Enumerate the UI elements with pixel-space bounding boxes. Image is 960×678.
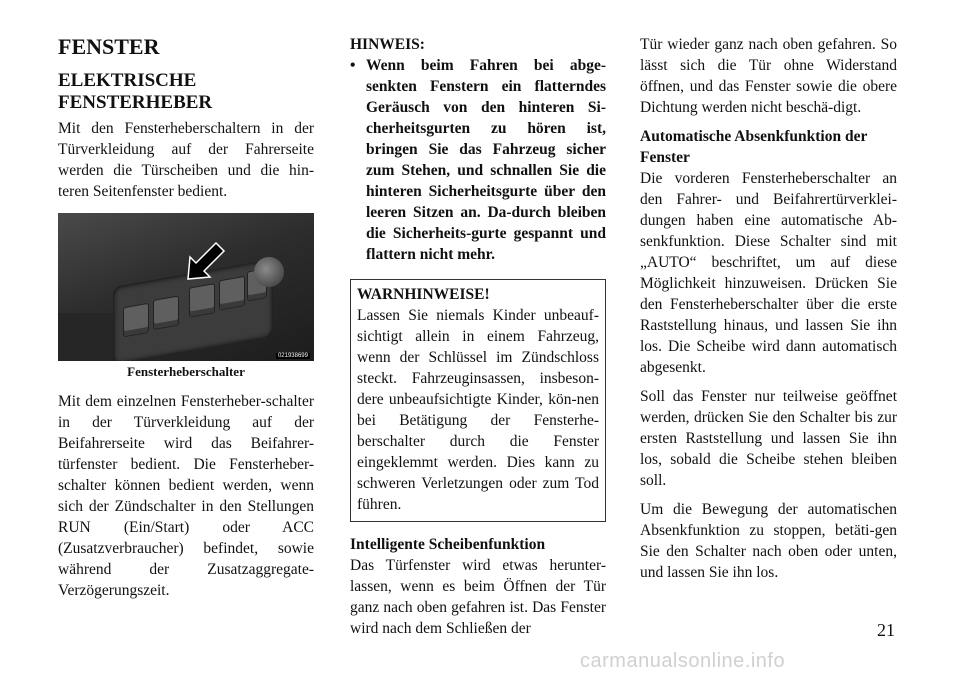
switch-shape <box>219 276 245 311</box>
subsection-title-line2: FENSTERHEBER <box>58 92 213 113</box>
warning-text: Lassen Sie niemals Kinder unbeauf-sichtigt allein in einem Fahrzeug, wenn der Schlüssel im Zündschloss steckt. Fahrzeuginsassen, insbeson-dere unbeaufsichtigte Kinder, kön-nen bei Betätigung der Fensterhe-berschalter durch die Fenster eingeklemmt werden. Dies kann zu schweren Verletzungen oder zum Tod führen. <box>357 307 599 513</box>
smart-window-heading: Intelligente Scheibenfunktion <box>350 536 546 553</box>
column-left <box>58 34 314 601</box>
body-paragraph: Mit dem einzelnen Fensterheber-schalter in der Türverkleidung auf der Beifahrerseite wird das Beifahrer-türfenster bedient. Die Fensterheber-schalter können bedient werden, wenn sich der Zündschalter in den Stellungen RUN (Ein/Start) oder ACC (Zusatzverbraucher) befindet, sowie während der Zusatzaggregate-Verzögerungszeit. <box>58 393 314 599</box>
column-middle <box>350 34 606 639</box>
photo-code: 021938699 <box>277 353 308 359</box>
intro-paragraph: Mit den Fensterheberschaltern in der Türverkleidung auf der Fahrerseite werden die Türscheiben und die hin-teren Seitenfenster bedient. <box>58 120 314 200</box>
switch-shape <box>153 295 179 330</box>
subsection-title <box>58 70 314 114</box>
note-text: Wenn beim Fahren bei abge-senkten Fenstern ein flatterndes Geräusch von den hinteren Si-cherheitsgurten zu hören ist, bringen Sie das Fahrzeug sicher zum Stehen, und schnallen Sie die hinteren Sicherheitsgurte über den leeren Sitzen an. Da-durch bleiben die Sicherheits-gurte gespannt und flattern nicht mehr. <box>366 57 606 263</box>
note-bullet-item <box>350 55 606 265</box>
bullet-glyph: • <box>350 57 356 74</box>
stop-auto-text: Um die Bewegung der automatischen Absenkfunktion zu stoppen, betäti-gen Sie den Schalter nach oben oder unten, und lassen Sie ihn los. <box>640 501 897 581</box>
smart-window-text: Das Türfenster wird etwas herunter-lassen, wenn es beim Öffnen der Tür ganz nach oben gefahren ist. Das Fenster wird nach dem Schließen der <box>350 557 606 637</box>
auto-down-text: Die vorderen Fensterheberschalter an den Fahrer- und Beifahrertürverklei-dungen haben eine automatische Ab-senkfunktion. Diese Schalter sind mit „AUTO“ beschriftet, um auf diese Möglichkeit hinzuweisen. Drücken Sie den Fensterheberschalter über die erste Raststellung hinaus, und lassen Sie ihn los. Die Scheibe wird dann automatisch abgesenkt. <box>640 170 897 376</box>
section-title: FENSTER <box>58 34 160 59</box>
watermark: carmanualsonline.info <box>580 650 786 672</box>
auto-down-heading: Automatische Absenkfunktion der Fenster <box>640 128 868 166</box>
switch-shape <box>123 303 149 338</box>
warning-heading: WARNHINWEISE! <box>357 286 490 303</box>
continued-paragraph: Tür wieder ganz nach oben gefahren. So lässt sich die Tür ohne Widerstand öffnen, und das Fenster sowie die obere Dichtung werden nicht beschä-digt. <box>640 36 897 116</box>
page-number: 21 <box>877 620 895 640</box>
photo-caption: Fensterheberschalter <box>127 364 245 379</box>
warning-box <box>350 279 606 522</box>
pointer-arrow-icon <box>186 241 226 281</box>
note-heading: HINWEIS: <box>350 36 425 53</box>
window-switch-photo <box>58 213 314 361</box>
partial-open-text: Soll das Fenster nur teilweise geöffnet werden, drücken Sie den Schalter bis zur ersten Raststellung und lassen Sie ihn los, sobald die Scheibe stehen bleiben soll. <box>640 388 897 489</box>
column-right <box>640 34 897 583</box>
mirror-knob-shape <box>254 257 284 287</box>
switch-shape <box>189 283 215 318</box>
subsection-title-line1: ELEKTRISCHE <box>58 70 197 91</box>
